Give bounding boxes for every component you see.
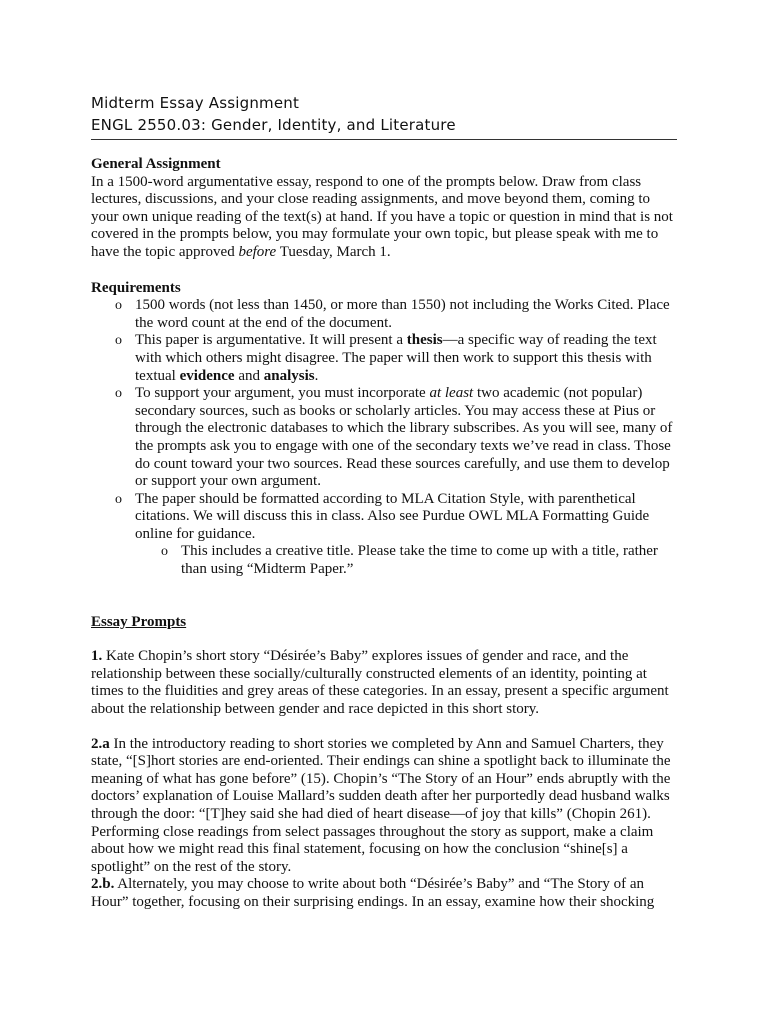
bullet-marker: o — [115, 333, 122, 349]
prompt-2b — [91, 876, 677, 911]
general-assignment-heading: General Assignment — [91, 156, 221, 172]
prompt-2b-number: 2.b. — [91, 876, 115, 893]
requirement-item — [91, 332, 677, 385]
general-text-end: Tuesday, March 1. — [276, 243, 391, 260]
requirement-item — [91, 385, 677, 491]
evidence-term: evidence — [179, 367, 235, 384]
bullet-marker: o — [161, 544, 168, 560]
requirement-text: This paper is argumentative. It will present a — [135, 332, 407, 349]
requirement-subitem — [91, 543, 677, 578]
requirement-text: —a specific way of reading the text with which others might disagree. The paper will then work to support this thesis with textual — [135, 332, 657, 384]
bullet-marker: o — [115, 298, 122, 314]
requirement-text: The paper should be formatted according to MLA Citation Style, with parenthetical citations. We will discuss this in class. Also see Purdue OWL MLA Formatting Guide online for guidance. — [135, 490, 650, 542]
thesis-term: thesis — [406, 332, 443, 349]
prompt-2a-number: 2.a — [91, 735, 110, 752]
general-text: In a 1500-word argumentative essay, respond to one of the prompts below. Draw from class lectures, discussions, and your close reading assignments, and move beyond them, coming to your own unique reading of the text(s) at hand. If you have a topic or question in mind that is not covered in the prompts below, you may formulate your own topic, but please speak with me to have the topic approved — [91, 173, 673, 260]
requirement-text: . — [314, 367, 319, 384]
general-assignment-paragraph — [91, 174, 677, 262]
requirement-item — [91, 297, 677, 332]
general-emphasis: before — [238, 243, 277, 260]
bullet-marker: o — [115, 491, 122, 507]
assignment-title: Midterm Essay Assignment — [91, 94, 300, 112]
document-body — [91, 156, 677, 912]
requirement-item — [91, 491, 677, 544]
course-title: ENGL 2550.03: Gender, Identity, and Literature — [91, 116, 456, 134]
prompt-2b-text: Alternately, you may choose to write about both “Désirée’s Baby” and “The Story of an Hour” together, focusing on their surprising endings. In an essay, examine how their shocking — [91, 876, 655, 910]
bullet-marker: o — [115, 386, 122, 402]
requirement-text: 1500 words (not less than 1450, or more than 1550) not including the Works Cited. Place the word count at the end of the document. — [135, 297, 670, 331]
prompt-1-number: 1. — [91, 648, 103, 665]
requirement-text: two academic (not popular) secondary sources, such as books or scholarly articles. You may access these at Pius or through the electronic databases to which the library subscribes. As you will see, many of the prompts ask you to engage with one of the secondary texts we’ve read in class. Those do count toward your two sources. Read these sources carefully, and use them to develop or support your own argument. — [135, 385, 673, 490]
header-rule — [91, 139, 677, 140]
prompt-2a-text: In the introductory reading to short stories we completed by Ann and Samuel Charters, they state, “[S]hort stories are end-oriented. Their endings can shine a spotlight back to illuminate the meaning of what has gone before” (15). Chopin’s “The Story of an Hour” ends abruptly with the doctors’ explanation of Louise Mallard’s sudden death after her purportedly dead husband walks through the door: “[T]hey said she had died of heart disease—of joy that kills” (Chopin 261). Performing close readings from select passages throughout the story as support, make a claim about how we might read this final statement, focusing on how the conclusion “shine[s] a spotlight” on the rest of the story. — [91, 735, 671, 875]
at-least-emphasis: at least — [429, 385, 474, 402]
requirement-subtext: This includes a creative title. Please take the time to come up with a title, rather than using “Midterm Paper.” — [181, 543, 658, 578]
prompt-1-text: Kate Chopin’s short story “Désirée’s Baby” explores issues of gender and race, and the relationship between these socially/culturally constructed elements of an identity, pointing at times to the fluidities and grey areas of these categories. In an essay, present a specific argument about the relationship between gender and race depicted in this short story. — [91, 648, 669, 718]
prompt-2a — [91, 736, 677, 877]
analysis-term: analysis — [263, 367, 315, 384]
essay-prompts-heading: Essay Prompts — [91, 613, 187, 630]
requirement-text: and — [234, 367, 264, 384]
requirement-text: To support your argument, you must incorporate — [135, 385, 430, 402]
requirements-heading: Requirements — [91, 279, 181, 296]
prompt-1 — [91, 648, 677, 718]
